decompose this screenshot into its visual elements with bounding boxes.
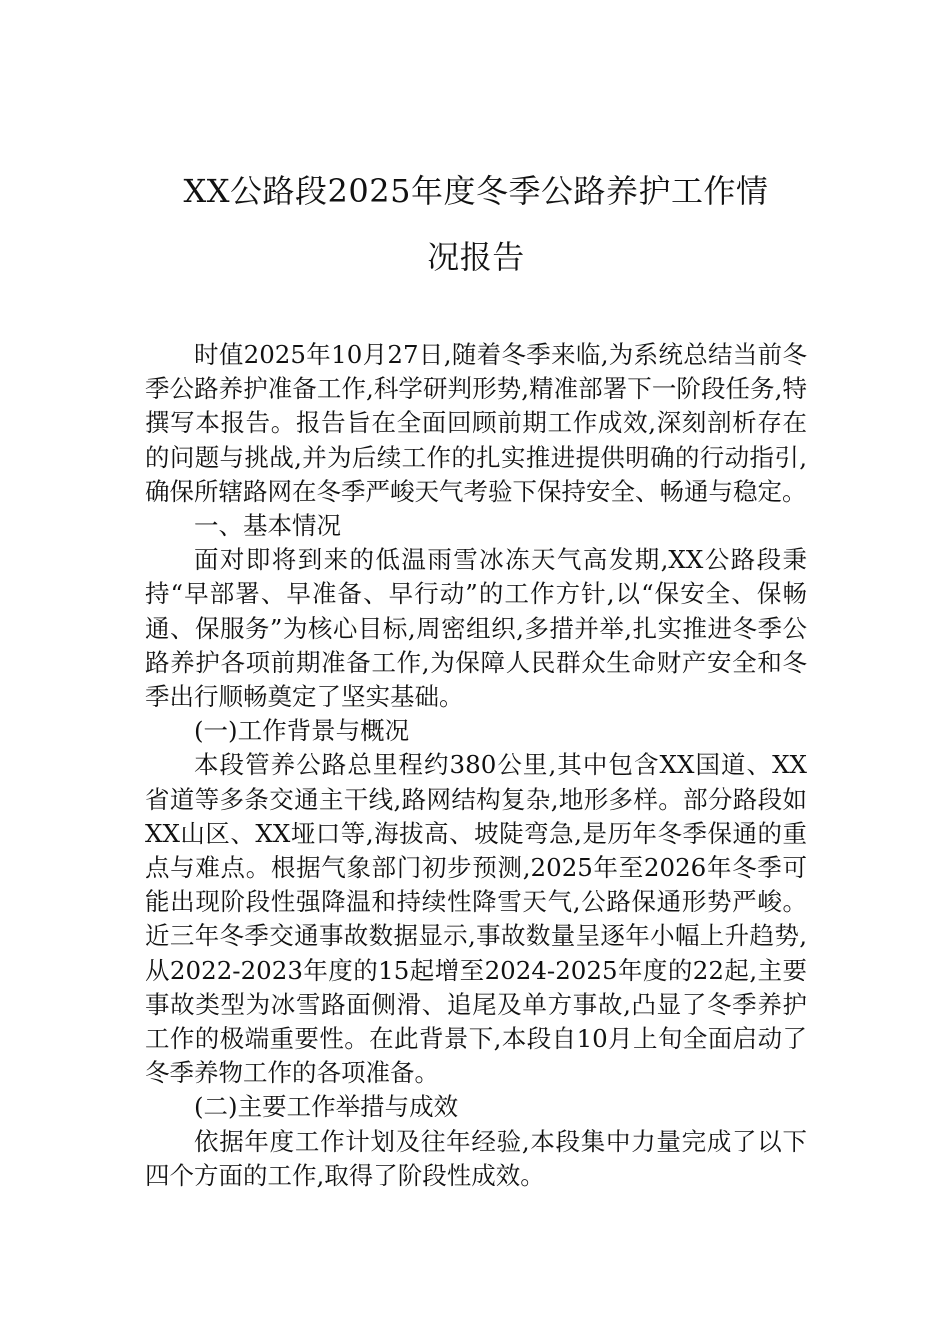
intro-paragraph: 时值2025年10月27日,随着冬季来临,为系统总结当前冬季公路养护准备工作,科学研判形势,精准部署下一阶段任务,特撰写本报告。报告旨在全面回顾前期工作成效,深刻剖析存在的问题与挑战,并为后续工作的扎实推进提供明确的行动指引,确保所辖路网在冬季严峻天气考验下保持安全、畅通与稳定。 (145, 340, 807, 506)
title-line-2: 况报告 (427, 238, 525, 276)
basic-situation-paragraph: 面对即将到来的低温雨雪冰冻天气高发期,XX公路段秉持“早部署、早准备、早行动”的工作方针,以“保安全、保畅通、保服务”为核心目标,周密组织,多措并举,扎实推进冬季公路养护各项前期准备工作,为保障人民群众生命财产安全和冬季出行顺畅奠定了坚实基础。 (145, 545, 807, 712)
background-paragraph: 本段管养公路总里程约380公里,其中包含XX国道、XX省道等多条交通主干线,路网结构复杂,地形多样。部分路段如XX山区、XX垭口等,海拔高、坡陡弯急,是历年冬季保通的重点与难点。根据气象部门初步预测,2025年至2026年冬季可能出现阶段性强降温和持续性降雪天气,公路保通形势严峻。近三年冬季交通事故数据显示,事故数量呈逐年小幅上升趋势,从2022-2023年度的15起增至2024-2025年度的22起,主要事故类型为冰雪路面侧滑、追尾及单方事故,凸显了冬季养护工作的极端重要性。在此背景下,本段自10月上旬全面启动了冬季养物工作的各项准备。 (145, 750, 807, 1088)
measures-paragraph: 依据年度工作计划及往年经验,本段集中力量完成了以下四个方面的工作,取得了阶段性成效。 (145, 1126, 807, 1190)
section-heading-basic-situation: 一、基本情况 (194, 511, 341, 541)
subsection-heading-measures: (二)主要工作举措与成效 (194, 1092, 459, 1122)
title-line-1: XX公路段2025年度冬季公路养护工作情 (183, 172, 769, 210)
document-title (145, 158, 807, 290)
document-page (145, 158, 807, 1193)
subsection-heading-background: (一)工作背景与概况 (194, 716, 410, 746)
